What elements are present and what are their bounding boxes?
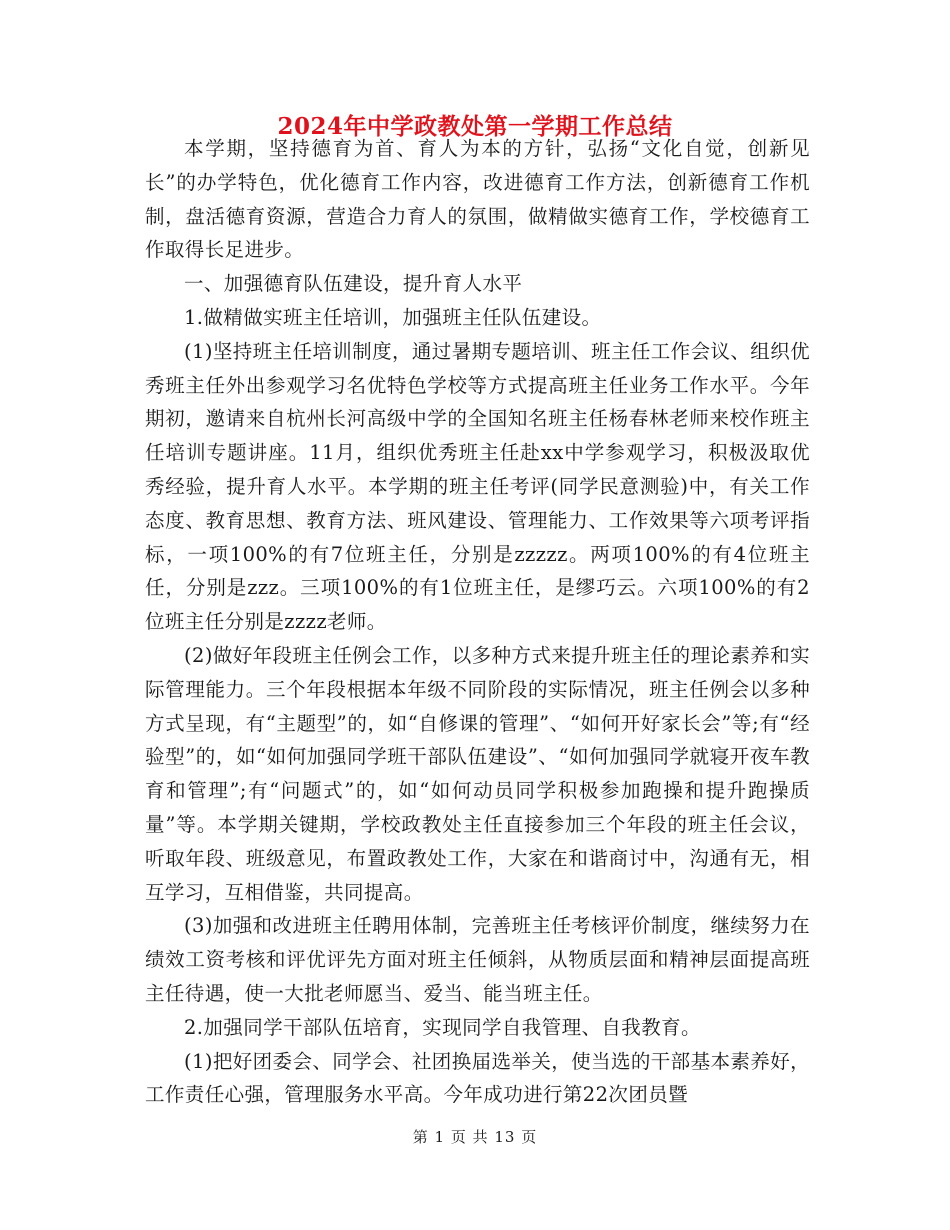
page-footer bbox=[0, 1127, 950, 1147]
paragraph-item: (2)做好年段班主任例会工作，以多种方式来提升班主任的理论素养和实际管理能力。三个年段根据本年级不同阶段的实际情况，班主任例会以多种方式呈现，有“主题型”的，如“自修课的管理”、“如何开好家长会”等;有“经验型”的，如“如何加强同学班干部队伍建设”、“如何加强同学就寝开夜车教育和管理”;有“问题式”的，如“如何动员同学积极参加跑操和提升跑操质量”等。本学期关键期，学校政教处主任直接参加三个年段的班主任会议，听取年段、班级意见，布置政教处工作，大家在和谐商讨中，沟通有无，相互学习，互相借鉴，共同提高。 bbox=[145, 643, 810, 904]
section-heading: 一、加强德育队伍建设，提升育人水平 bbox=[184, 272, 523, 296]
document-body bbox=[145, 132, 810, 1112]
paragraph-intro: 本学期，坚持德育为首、育人为本的方针，弘扬“文化自觉，创新见长”的办学特色，优化德育工作内容，改进德育工作方法，创新德育工作机制，盘活德育资源，营造合力育人的氛围，做精做实德育工作，学校德育工作取得长足进步。 bbox=[145, 137, 810, 262]
subsection-heading: 2.加强同学干部队伍培育，实现同学自我管理、自我教育。 bbox=[184, 1015, 701, 1039]
paragraph-item: (1)把好团委会、同学会、社团换届选举关，使当选的干部基本素养好，工作责任心强，管理服务水平高。今年成功进行第22次团员暨 bbox=[145, 1049, 810, 1107]
document-title: 2024年中学政教处第一学期工作总结 bbox=[277, 113, 673, 140]
paragraph-item: (1)坚持班主任培训制度，通过暑期专题培训、班主任工作会议、组织优秀班主任外出参观学习名优特色学校等方式提高班主任业务工作水平。今年期初，邀请来自杭州长河高级中学的全国知名班主任杨春林老师来校作班主任培训专题讲座。11月，组织优秀班主任赴xx中学参观学习，积极汲取优秀经验，提升育人水平。本学期的班主任考评(同学民意测验)中，有关工作态度、教育思想、教育方法、班风建设、管理能力、工作效果等六项考评指标，一项100%的有7位班主任，分别是zzzzz。两项100%的有4位班主任，分别是zzz。三项100%的有1位班主任，是缪巧云。六项100%的有2位班主任分别是zzzz老师。 bbox=[145, 339, 810, 634]
paragraph-item: (3)加强和改进班主任聘用体制，完善班主任考核评价制度，继续努力在绩效工资考核和评优评先方面对班主任倾斜，从物质层面和精神层面提高班主任待遇，使一大批老师愿当、爱当、能当班主任。 bbox=[145, 914, 810, 1005]
page-number-label: 第 1 页 共 13 页 bbox=[412, 1128, 538, 1146]
subsection-heading: 1.做精做实班主任培训，加强班主任队伍建设。 bbox=[184, 305, 602, 329]
